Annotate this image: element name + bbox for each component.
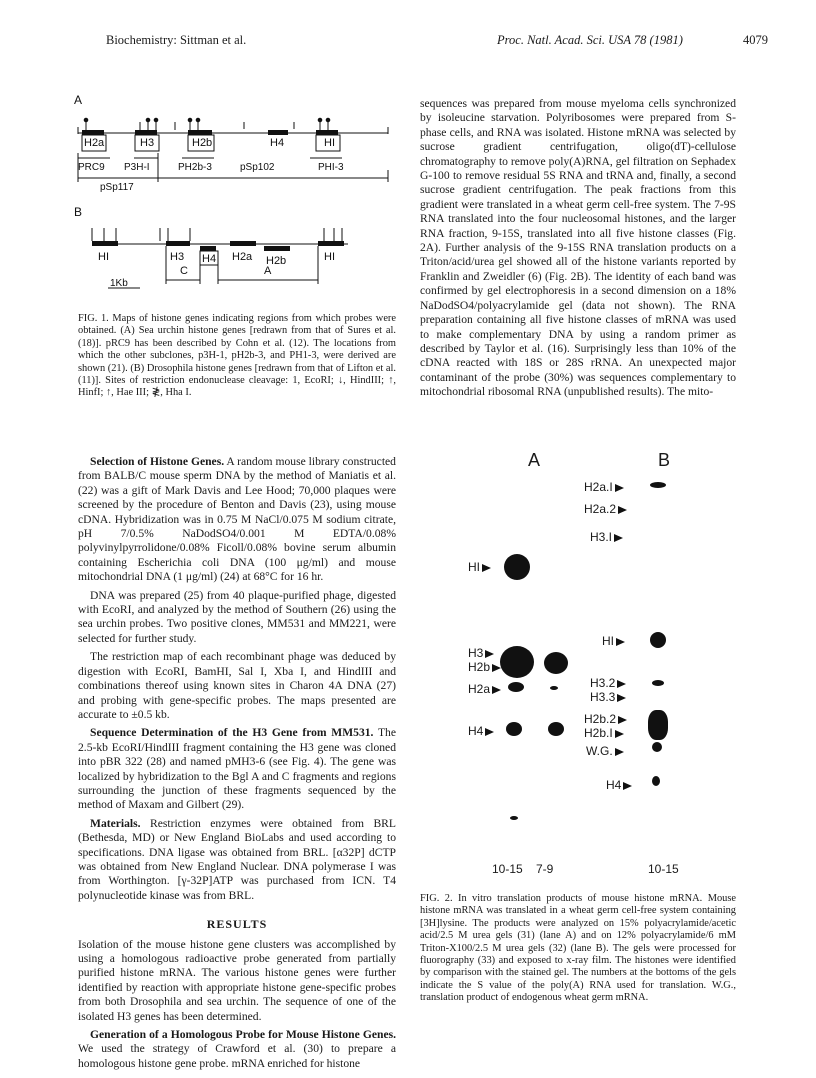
gene-bar-h3 bbox=[135, 130, 157, 135]
gel-band-a-faint bbox=[510, 816, 518, 820]
gel-b-label-h2a1: H2a.I bbox=[584, 480, 624, 494]
gel-b-label-h1: HI bbox=[602, 634, 625, 648]
para-dna-prep: DNA was prepared (25) from 40 plaque-purified phage, digested with EcoRI, and analyzed by the method of Southern (26) using the sea urchin probes. Two positive clones, MM531 and MM221, were selected for further study. bbox=[78, 588, 396, 645]
gel-band-b-wg bbox=[652, 742, 662, 752]
gel-b-label-h4: H4 bbox=[606, 778, 632, 792]
map-a-gene-label-1: H3 bbox=[140, 137, 155, 149]
gel-b-label-h2a2: H2a.2 bbox=[584, 502, 627, 516]
gel-band-a-h4 bbox=[506, 722, 522, 736]
gel-a-label-h1: HI bbox=[468, 560, 491, 574]
figure-1-panel-b: B bbox=[74, 205, 83, 219]
section-head-materials: Materials. bbox=[90, 816, 141, 830]
section-head-selection: Selection of Histone Genes. bbox=[90, 455, 225, 468]
map-a-subclone-3: pSp102 bbox=[240, 162, 275, 173]
map-a-subclone-4: PHI-3 bbox=[318, 162, 344, 173]
gel-b-label-h2b2: H2b.2 bbox=[584, 712, 627, 726]
map-a-subclone-0: PRC9 bbox=[78, 162, 105, 173]
map-a-subclone-1: P3H-I bbox=[124, 162, 150, 173]
map-a-gene-label-2: H2b bbox=[192, 137, 213, 149]
map-b-region-a: A bbox=[264, 265, 272, 277]
gene-bar-b-h1-2 bbox=[318, 241, 344, 246]
gel-b-label-wg: W.G. bbox=[586, 744, 624, 758]
map-b-region-c: C bbox=[180, 265, 188, 277]
gel-lane-b-label: B bbox=[658, 450, 671, 470]
map-a-gene-label-0: H2a bbox=[84, 137, 105, 149]
para-restriction-map: The restriction map of each recombinant phage was deduced by digestion with EcoRI, BamHI, Sal I, Xba I, and HindIII and combinations thereof using known sites in Charon 4A DNA (27) and probing with gene-specific probes. The maps presented are accurate to ±0.5 kb. bbox=[78, 650, 396, 721]
figure-1-panel-a: A bbox=[74, 93, 83, 107]
gel-band-b-h2b bbox=[648, 710, 668, 740]
gene-bar-b-h2b bbox=[264, 246, 290, 251]
gene-bar-h1 bbox=[316, 130, 338, 135]
map-b-gene-label-2: H4 bbox=[202, 253, 217, 265]
map-b-gene-label-5: HI bbox=[324, 251, 335, 263]
section-head-sequence: Sequence Determination of the H3 Gene from MM531. bbox=[90, 726, 374, 740]
gel-b-label-h2b1: H2b.I bbox=[584, 726, 624, 740]
gel-band-a2-h4 bbox=[548, 722, 564, 736]
gel-band-a2-h2a bbox=[550, 686, 558, 690]
running-header-left: Biochemistry: Sittman et al. bbox=[106, 33, 247, 47]
gene-bar-h2b bbox=[188, 130, 212, 135]
gel-band-b-h1 bbox=[650, 632, 666, 648]
para-sequence: The 2.5-kb EcoRI/HindIII fragment containing the H3 gene was cloned into pBR 322 (28) and named pMH3-6 (see Fig. 4). The gene was localized by hybridization to the Bgl A and C fragments and regions surrounding the junction of these fragments sequenced by the method of Maxam and Gilbert (29). bbox=[78, 726, 396, 812]
figure-2-gel bbox=[424, 448, 754, 888]
gel-band-b-h4 bbox=[652, 776, 660, 786]
gel-b-label-h33: H3.3 bbox=[590, 690, 626, 704]
map-b-gene-label-0: HI bbox=[98, 251, 109, 263]
gel-bottom-label-a2: 7-9 bbox=[536, 862, 554, 876]
figure-1-svg bbox=[74, 93, 396, 298]
gel-bottom-label-b: 10-15 bbox=[648, 862, 679, 876]
map-a-gene-label-4: HI bbox=[324, 137, 335, 149]
gel-a-label-h2a: H2a bbox=[468, 682, 501, 696]
gel-band-a2-h3-h2b bbox=[544, 652, 568, 674]
section-head-probe: Generation of a Homologous Probe for Mouse Histone Genes. bbox=[90, 1028, 396, 1042]
gel-band-a-h2a bbox=[508, 682, 524, 692]
gel-band-a-h1 bbox=[504, 554, 530, 580]
gene-bar-h4 bbox=[268, 130, 288, 135]
gel-a-label-h3: H3 bbox=[468, 646, 494, 660]
gel-a-label-h4: H4 bbox=[468, 724, 494, 738]
scale-bar-label: 1Kb bbox=[110, 278, 128, 289]
map-a-subclone-5: pSp117 bbox=[100, 182, 134, 193]
figure-2-caption: FIG. 2. In vitro translation products of mouse histone mRNA. Mouse histone mRNA was translated in a wheat germ cell-free system containing [3H]lysine. The products were analyzed on 15% polyacrylamide/acetic acid/2.5 M urea gels (31) (lane A) and on 12% polyacrylamide/6 mM Triton-X100/2.5 M urea gels (32) (lane B). The gels were processed for fluorography (33) and exposed to x-ray film. The histones were identified by comparison with the stained gel. The numbers at the bottoms of the gels indicate the S value of the poly(A) RNA used for translation. W.G., translation product of endogenous wheat germ mRNA. bbox=[420, 893, 736, 1004]
map-b-gene-label-3: H2a bbox=[232, 251, 253, 263]
map-b-gene-label-1: H3 bbox=[170, 251, 185, 263]
para-mito: sequences was prepared from mouse myeloma cells synchronized by isoleucine starvation. Polyribosomes were prepared from S-phase cells, and RNA was isolated. Histone mRNA was selected by sucrose gradient centrifugation, oligo(dT)-cellulose chromatography to remove poly(A)RNA, gel filtration on Sephadex G-100 to remove residual 5S RNA and tRNA and, finally, a second sucrose gradient centrifugation. The peak fractions from this gradient were translated in a wheat germ cell-free system. The 7-9S RNA translated into the four nucleosomal histones, and the larger RNA fraction, 9-15S, translated into all five histone classes (Fig. 2A). Further analysis of the 9-15S RNA translation products on a Triton/acid/urea gel showed all of the histone variants reported by Franklin and Zweidler (6) (Fig. 2B). The identity of each band was confirmed by gel electrophoresis in a second dimension on a 18% NaDodSO4/polyacrylamide gel (data not shown). The RNA preparation containing all five histone classes of mRNA was used to make complementary DNA by using a random primer as described by Taylor et al. (16). Surprisingly less than 10% of the cDNA reacted with 18S or 28S rRNA. An unexpected major contaminant of the probe (30%) was sequences complementary to mitochondrial ribosomal RNA (unpublished results). The mito- bbox=[420, 97, 736, 399]
gene-bar-b-h1 bbox=[92, 241, 118, 246]
gel-band-a-h3-h2b bbox=[500, 646, 534, 678]
gel-bottom-label-a1: 10-15 bbox=[492, 862, 523, 876]
gene-bar-h2a bbox=[82, 130, 104, 135]
gene-bar-b-h3 bbox=[166, 241, 190, 246]
gel-b-label-h31: H3.I bbox=[590, 530, 623, 544]
map-b-gene-label-4: H2b bbox=[266, 255, 287, 267]
gel-a-label-h2b: H2b bbox=[468, 660, 501, 674]
page-number: 4079 bbox=[743, 33, 768, 47]
map-a-gene-label-3: H4 bbox=[270, 137, 285, 149]
para-materials: Restriction enzymes were obtained from BRL (Bethesda, MD) or New England BioLabs and used according to specifications. DNA ligase was obtained from BRL. [α32P] dCTP was obtained from New England Nuclear. DNA polymerase I was from Worthington. [γ-32P]ATP was purchased from ICN. T4 polynucleotide kinase was from BRL. bbox=[78, 816, 396, 902]
gel-band-b-h2a1 bbox=[650, 482, 666, 488]
left-column bbox=[78, 455, 396, 1075]
gene-bar-b-h4 bbox=[200, 246, 216, 251]
gel-band-b-h32 bbox=[652, 680, 664, 686]
gel-lane-a-label: A bbox=[528, 450, 541, 470]
para-probe: We used the strategy of Crawford et al. (30) to prepare a homologous histone gene probe. mRNA enriched for histone bbox=[78, 1042, 396, 1070]
para-selection: A random mouse library constructed from BALB/C mouse sperm DNA by the method of Maniatis et al. (22) was a gift of Mark Davis and Lee Hood; 70,000 plaques were screened by the procedure of Benton and Davis (23), using mouse cDNA. Hybridization was in 0.75 M NaCl/0.075 M sodium citrate, pH 7/0.5% NaDodSO4/0.001 M EDTA/0.08% polyvinylpyrrolidone/0.08% Ficoll/0.08% bovine serum albumin containing Escherichia coli DNA (100 μg/ml) and mouse mitochondrial DNA (1 μg/ml) (24) at 68°C for 16 hr. bbox=[78, 455, 396, 584]
map-a-subclone-2: PH2b-3 bbox=[178, 162, 212, 173]
figure-1-caption: FIG. 1. Maps of histone genes indicating regions from which probes were obtained. (A) Sea urchin histone genes [redrawn from that of Sures et al. (18)]. pRC9 has been described by Cohn et al. (12). The locations from which the other subclones, p3H-1, pH2b-3, and PH1-3, were derived are shown (21). (B) Drosophila histone genes [redrawn from that of Lifton et al. (11)]. Sites of restriction endonuclease cleavage: 1, EcoRI; ↓, HindIII; ↑, HinfI; ↑, Hae III; ≹, Hha I. bbox=[78, 313, 396, 399]
results-heading: RESULTS bbox=[206, 917, 268, 932]
gene-bar-b-h2a bbox=[230, 241, 256, 246]
figure-1-maps bbox=[74, 93, 396, 298]
gel-b-label-h32: H3.2 bbox=[590, 676, 626, 690]
journal-citation: Proc. Natl. Acad. Sci. USA 78 (1981) bbox=[497, 33, 683, 47]
right-column bbox=[420, 97, 736, 404]
para-isolation: Isolation of the mouse histone gene clusters was accomplished by using a homologous radioactive probe generated from partially purified histone mRNA. The various histone genes were further identified by reaction with appropriate histone gene-specific probes from both Drosophila and sea urchin. The sequence of one of the isolated H3 genes has been determined. bbox=[78, 937, 396, 1023]
